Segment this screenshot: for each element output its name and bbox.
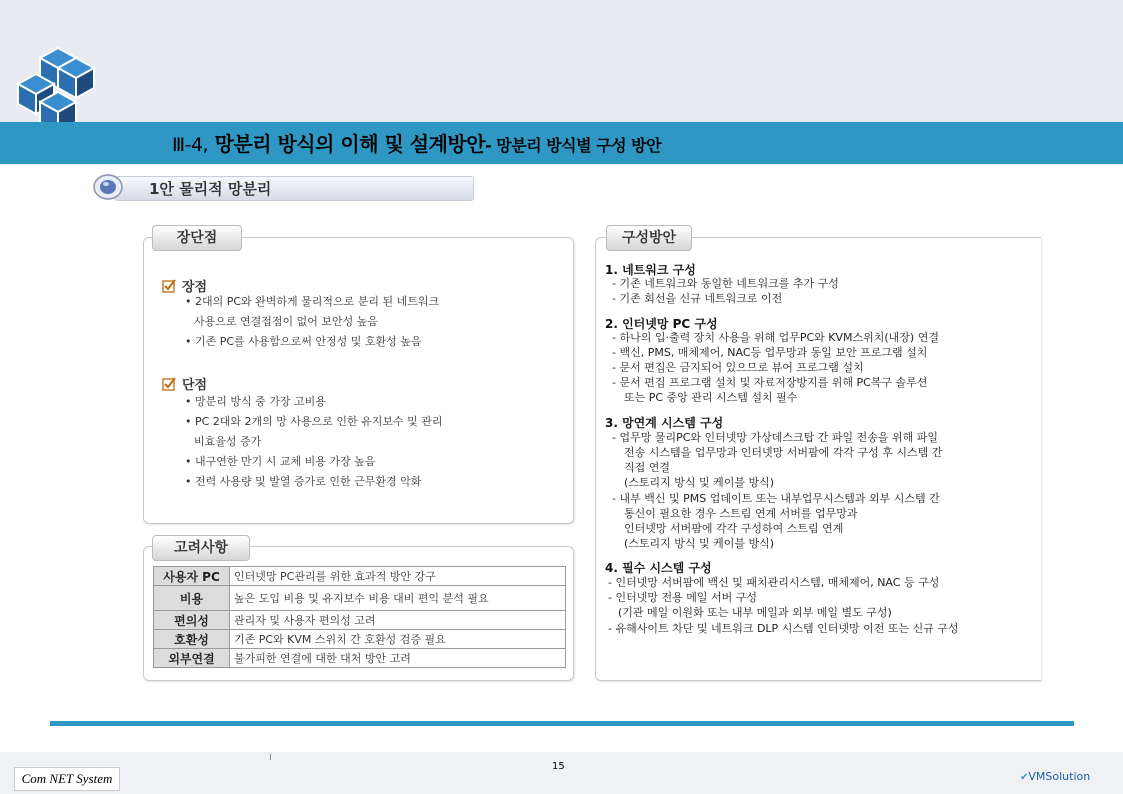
pros-cons-tag: 장단점: [152, 225, 242, 251]
plan-line: 또는 PC 중앙 관리 시스템 설치 필수: [624, 391, 798, 404]
table-key: 호환성: [154, 630, 230, 649]
title-number: Ⅲ-4,: [172, 134, 209, 156]
table-key: 비용: [154, 586, 230, 611]
header-band: [0, 0, 1123, 122]
orb-icon: [92, 173, 124, 201]
plan-line: (기관 메일 이원화 또는 내부 메일과 외부 메일 별도 구성): [618, 606, 892, 619]
plan-line: - 인터넷망 전용 메일 서버 구성: [608, 591, 757, 604]
plan-line: - 기존 네트워크와 동일한 네트워크를 추가 구성: [612, 277, 839, 290]
plan-line: - 문서 편집 프로그램 설치 및 자료저장방지를 위해 PC복구 솔루션: [612, 376, 928, 389]
plan-tag: 구성방안: [606, 225, 692, 251]
cons-line: • 전력 사용량 및 발열 증가로 인한 근무환경 악화: [185, 475, 422, 488]
cubes-logo-icon: [14, 44, 104, 134]
checkbox-icon: [162, 279, 176, 293]
table-row: [154, 567, 566, 586]
table-row: [154, 630, 566, 649]
cons-line: 비효율성 증가: [194, 435, 262, 448]
brand-name: VMSolution: [1028, 770, 1091, 783]
plan-line: - 인터넷망 서버팜에 백신 및 패치관리시스템, 매체제어, NAC 등 구성: [608, 576, 940, 589]
table-key: 사용자 PC: [154, 567, 230, 586]
footer-band: [0, 752, 1123, 794]
cons-line: • PC 2대와 2개의 망 사용으로 인한 유지보수 및 관리: [185, 415, 443, 428]
pros-heading: 장점: [182, 280, 208, 295]
table-key: 외부연결: [154, 649, 230, 668]
plan-line: 직접 연결: [624, 461, 671, 474]
pros-line: • 2대의 PC와 완벽하게 물리적으로 분리 된 네트워크: [185, 295, 440, 308]
plan-s2-heading: 2. 인터넷망 PC 구성: [605, 317, 718, 331]
page-title: [172, 128, 661, 157]
brand-mark-icon: ✔: [1020, 772, 1029, 783]
plan-line: (스토리지 방식 및 케이블 방식): [624, 537, 775, 550]
considerations-table: [153, 566, 566, 668]
plan-s3-heading: 3. 망연계 시스템 구성: [605, 416, 724, 430]
plan-line: - 내부 백신 및 PMS 업데이트 또는 내부업무시스템과 외부 시스템 간: [612, 492, 940, 505]
table-row: [154, 649, 566, 668]
table-value: 기존 PC와 KVM 스위치 간 호환성 검증 필요: [230, 630, 566, 649]
title-sub: - 망분리 방식별 구성 방안: [485, 136, 662, 155]
plan-line: - 하나의 입·출력 장치 사용을 위해 업무PC와 KVM스위치(내장) 연결: [612, 331, 939, 344]
plan-line: 인터넷망 서버팜에 각각 구성하여 스트림 연계: [624, 522, 844, 535]
checkbox-icon: [162, 377, 176, 391]
title-main: 망분리 방식의 이해 및 설계방안: [214, 132, 486, 156]
plan-line: 전송 시스템을 업무망과 인터넷망 서버팜에 각각 구성 후 시스템 간: [624, 446, 943, 459]
cons-line: • 내구연한 만기 시 교체 비용 가장 높음: [185, 455, 376, 468]
cons-heading: 단점: [182, 378, 208, 393]
plan-line: - 기존 회선을 신규 네트워크로 이전: [612, 292, 783, 305]
plan-line: - 업무망 물리PC와 인터넷망 가상데스크탑 간 파일 전송을 위해 파일: [612, 431, 939, 444]
plan-line: 통신이 필요한 경우 스트림 연계 서버를 업무망과: [624, 507, 858, 520]
table-value: 인터넷망 PC관리를 위한 효과적 방안 강구: [230, 567, 566, 586]
bottom-rule: [50, 721, 1074, 726]
plan-s4-heading: 4. 필수 시스템 구성: [605, 561, 712, 575]
table-value: 관리자 및 사용자 편의성 고려: [230, 611, 566, 630]
considerations-tag: 고려사항: [152, 535, 250, 561]
table-value: 높은 도입 비용 및 유지보수 비용 대비 편익 분석 필요: [230, 586, 566, 611]
plan-line: - 유해사이트 차단 및 네트워크 DLP 시스템 인터넷망 이전 또는 신규 구성: [608, 622, 959, 635]
cons-line: • 망분리 방식 중 가장 고비용: [185, 395, 326, 408]
table-value: 불가피한 연결에 대한 대처 방안 고려: [230, 649, 566, 668]
pros-line: • 기존 PC를 사용함으로써 안정성 및 호환성 높음: [185, 335, 422, 348]
section-heading: [92, 173, 475, 201]
pros-line: 사용으로 연결접점이 없어 보안성 높음: [194, 315, 379, 328]
plan-line: (스토리지 방식 및 케이블 방식): [624, 476, 775, 489]
brand-logo: [1020, 770, 1090, 783]
plan-line: - 문서 편집은 금지되어 있으므로 뷰어 프로그램 설치: [612, 361, 864, 374]
plan-line: - 백신, PMS, 매체제어, NAC등 업무망과 동일 보안 프로그램 설치: [612, 346, 928, 359]
section-heading-label: 1안 물리적 망분리: [149, 180, 272, 198]
table-row: [154, 611, 566, 630]
table-key: 편의성: [154, 611, 230, 630]
plan-s1-heading: 1. 네트워크 구성: [605, 263, 696, 277]
table-row: [154, 586, 566, 611]
company-logo: Com NET System: [14, 767, 120, 791]
page-number: 15: [552, 761, 565, 772]
footer-tick: [270, 754, 271, 760]
